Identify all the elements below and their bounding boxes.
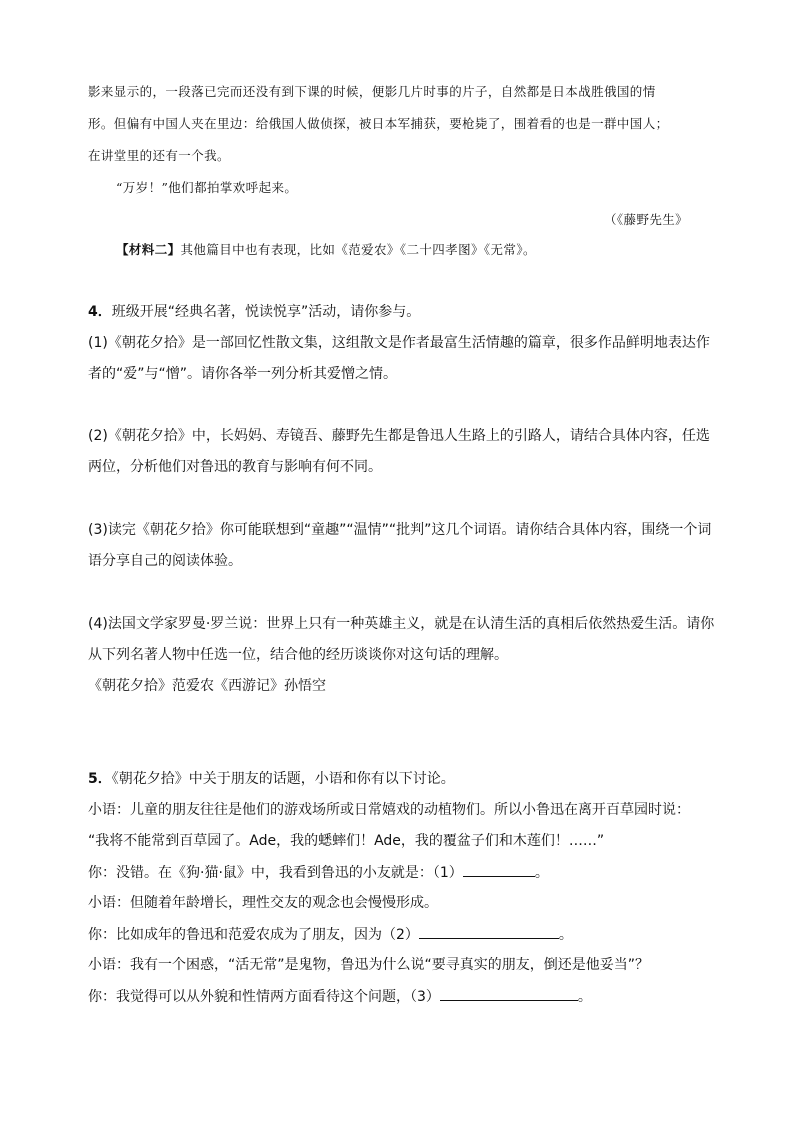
q5-dialogue-line-1: 小语：儿童的朋友往往是他们的游戏场所或日常嬉戏的动植物们。所以小鲁迅在离开百草园时说： [88, 802, 690, 818]
q5-line-5-end: 。 [558, 927, 573, 943]
passage-line-4: “万岁！”他们都拍掌欢呼起来。 [116, 180, 298, 195]
question-4-intro [88, 302, 420, 322]
q5-dialogue-line-5 [88, 924, 573, 945]
q5-line-5-text: 你：比如成年的鲁迅和范爱农成为了朋友，因为（2） [88, 927, 419, 943]
q5-dialogue-line-4: 小语：但随着年龄增长，理性交友的观念也会慢慢形成。 [88, 895, 438, 911]
q4-part4-line1: (4)法国文学家罗曼·罗兰说：世界上只有一种英雄主义，就是在认清生活的真相后依然热爱生活。请你 [88, 616, 715, 632]
q4-part3-line1: (3)读完《朝花夕拾》你可能联想到“童趣”“温情”“批判”这几个词语。请你结合具体内容，围绕一个词 [88, 522, 712, 538]
passage-line-2: 形。但偏有中国人夹在里边：给俄国人做侦探，被日本军捕获，要枪毙了，围着看的也是一群中国人； [88, 116, 669, 131]
q4-part2-line2: 两位，分析他们对鲁迅的教育与影响有何不同。 [88, 459, 382, 475]
q5-line-3-text: 你：没错。在《狗·猫·鼠》中，我看到鲁迅的小友就是：（1） [88, 865, 463, 881]
q4-part4-options: 《朝花夕拾》范爱农《西游记》孙悟空 [88, 678, 326, 694]
question-5-number: 5． [88, 771, 112, 787]
q5-line-7-text: 你：我觉得可以从外貌和性情两方面看待这个问题，（3） [88, 989, 440, 1005]
answer-blank-2[interactable] [419, 924, 559, 939]
question-5-intro [88, 769, 455, 789]
answer-blank-3[interactable] [440, 986, 578, 1001]
answer-blank-1[interactable] [463, 862, 535, 877]
material-2 [116, 240, 536, 260]
passage-source: （《藤野先生》 [604, 212, 689, 227]
question-4-intro-text: 班级开展“经典名著，悦读悦享”活动，请你参与。 [111, 304, 421, 320]
q5-dialogue-line-6: 小语：我有一个困惑，“活无常”是鬼物，鲁迅为什么说“要寻真实的朋友，倒还是他妥当”？ [88, 957, 650, 973]
q5-line-7-end: 。 [577, 989, 592, 1005]
q5-dialogue-line-3 [88, 862, 549, 883]
q4-part1-line2: 者的“爱”与“憎”。请你各举一列分析其爱憎之情。 [88, 366, 398, 382]
q4-part4-line2: 从下列名著人物中任选一位，结合他的经历谈谈你对这句话的理解。 [88, 647, 508, 663]
material-2-text: 其他篇目中也有表现，比如《范爱农》《二十四孝图》《无常》。 [180, 242, 536, 257]
passage-line-3: 在讲堂里的还有一个我。 [88, 148, 230, 163]
q4-part1-line1: (1)《朝花夕拾》是一部回忆性散文集，这组散文是作者最富生活情趣的篇章，很多作品鲜明地表达作 [88, 335, 710, 351]
question-5-intro-text: 《朝花夕拾》中关于朋友的话题，小语和你有以下讨论。 [111, 771, 455, 787]
q4-part3-line2: 语分享自己的阅读体验。 [88, 553, 242, 569]
q5-dialogue-line-2: “我将不能常到百草园了。Ade，我的蟋蟀们！Ade，我的覆盆子们和木莲们！……” [88, 833, 605, 849]
passage-line-1: 影来显示的，一段落已完而还没有到下课的时候，便影几片时事的片子，自然都是日本战胜俄国的情 [88, 84, 656, 99]
material-2-label: 【材料二】 [116, 242, 181, 257]
q5-dialogue-line-7 [88, 986, 592, 1007]
question-4-number: 4． [88, 304, 112, 320]
q4-part2-line1: (2)《朝花夕拾》中，长妈妈、寿镜吾、藤野先生都是鲁迅人生路上的引路人，请结合具体内容，任选 [88, 428, 710, 444]
q5-line-3-end: 。 [534, 865, 549, 881]
